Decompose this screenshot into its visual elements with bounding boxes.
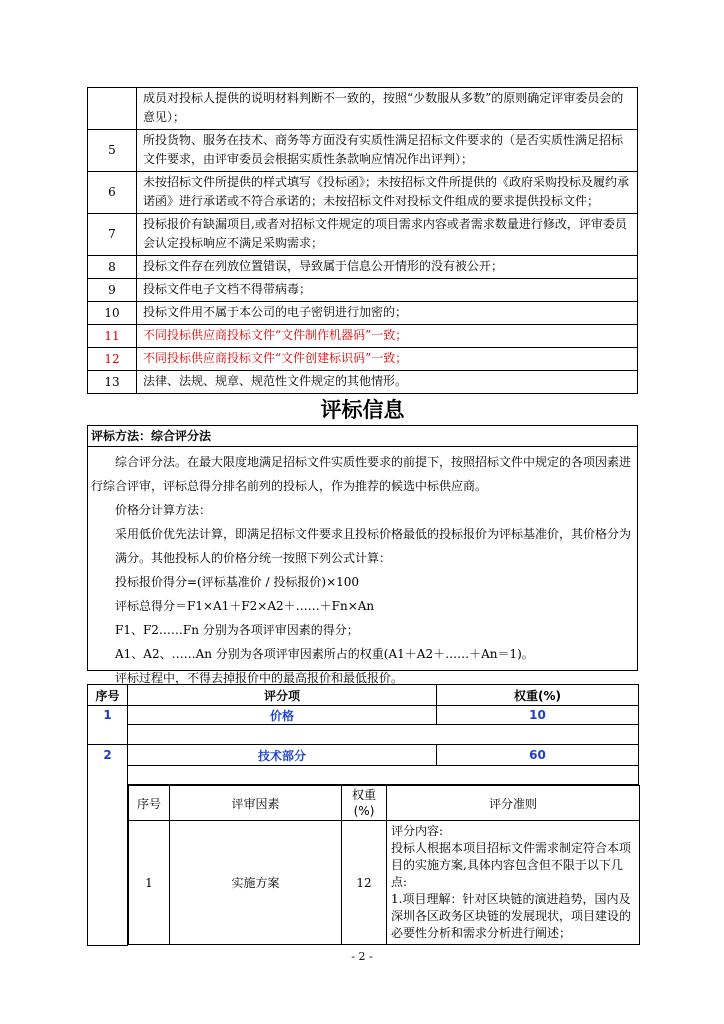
criteria-text: 投标报价有缺漏项目,或者对招标文件规定的项目需求内容或者需求数量进行修改，评审委员会认定投标响应不满足采购需求； bbox=[137, 214, 638, 256]
inner-row-num: 1 bbox=[129, 821, 170, 945]
criteria-text: 投标文件存在列放位置错误，导致属于信息公开情形的没有被公开； bbox=[137, 256, 638, 279]
price-description: 采用低价优先法计算，即满足招标文件要求且投标价格最低的投标报价为评标基准价，其价格分为满分。其他投标人的价格分统一按照下列公式计算： bbox=[115, 527, 632, 565]
criteria-row bbox=[88, 88, 638, 130]
evaluation-method-box bbox=[87, 425, 638, 685]
inner-row-rule: 评分内容: 投标人根据本项目招标文件需求制定符合本项目的实施方案,具体内容包含但不限于以下几点: 1.项目理解：针对区块链的演进趋势，国内及深圳各区政务区块链的发展现状，项目建设的必要性分析和需求分析进行阐述； bbox=[387, 821, 640, 945]
criteria-number: 11 bbox=[88, 325, 137, 348]
criteria-text: 投标文件用不属于本公司的电子密钥进行加密的； bbox=[137, 302, 638, 325]
inner-header-num: 序号 bbox=[129, 786, 170, 821]
criteria-number: 8 bbox=[88, 256, 137, 279]
price-label: 价格分计算方法： bbox=[115, 503, 212, 517]
score-row-weight: 60 bbox=[437, 745, 639, 766]
criteria-text: 不同投标供应商投标文件“文件制作机器码”一致； bbox=[137, 325, 638, 348]
inner-header-weight: 权重(%) bbox=[342, 786, 387, 821]
inner-header-rule: 评分准则 bbox=[387, 786, 640, 821]
score-row-spacer bbox=[128, 725, 639, 745]
method-heading: 评标方法：综合评分法 bbox=[88, 426, 637, 447]
score-header-item: 评分项 bbox=[128, 685, 437, 706]
criteria-number: 10 bbox=[88, 302, 137, 325]
criteria-row bbox=[88, 130, 638, 172]
criteria-number: 7 bbox=[88, 214, 137, 256]
criteria-number bbox=[88, 88, 137, 130]
criteria-row bbox=[88, 172, 638, 214]
score-row-weight: 10 bbox=[437, 706, 639, 725]
technical-subtable bbox=[128, 785, 640, 945]
criteria-number: 6 bbox=[88, 172, 137, 214]
formula-price: 投标报价得分=(评标基准价 / 投标报价)×100 bbox=[115, 575, 360, 589]
rejection-criteria-table bbox=[87, 87, 638, 394]
criteria-number: 9 bbox=[88, 279, 137, 302]
score-row-num: 1 bbox=[88, 706, 128, 745]
inner-header-factor: 评审因素 bbox=[170, 786, 342, 821]
criteria-row bbox=[88, 348, 638, 371]
criteria-row bbox=[88, 302, 638, 325]
score-row-item: 价格 bbox=[128, 706, 437, 725]
page-number: - 2 - bbox=[351, 950, 373, 963]
score-row-spacer bbox=[128, 766, 639, 785]
method-intro: 综合评分法。在最大限度地满足招标文件实质性要求的前提下，按照招标文件中规定的各项因素进行综合评审，评标总得分排名前列的投标人，作为推荐的候选中标供应商。 bbox=[91, 455, 632, 493]
method-note: 评标过程中，不得去掉报价中的最高报价和最低报价。 bbox=[115, 671, 404, 685]
scoring-table bbox=[87, 684, 639, 946]
score-header-num: 序号 bbox=[88, 685, 128, 706]
criteria-text: 成员对投标人提供的说明材料判断不一致的，按照“少数服从多数”的原则确定评审委员会的意见）； bbox=[137, 88, 638, 130]
inner-row-weight: 12 bbox=[342, 821, 387, 945]
criteria-text: 法律、法规、规章、规范性文件规定的其他情形。 bbox=[137, 371, 638, 394]
criteria-row bbox=[88, 256, 638, 279]
score-row-num: 2 bbox=[88, 745, 128, 946]
criteria-row bbox=[88, 279, 638, 302]
formula-total: 评标总得分＝F1×A1＋F2×A2＋……＋Fn×An bbox=[115, 599, 375, 613]
criteria-text: 所投货物、服务在技术、商务等方面没有实质性满足招标文件要求的（是否实质性满足招标文件要求，由评审委员会根据实质性条款响应情况作出评判）； bbox=[137, 130, 638, 172]
criteria-row bbox=[88, 325, 638, 348]
score-header-weight: 权重(%) bbox=[437, 685, 639, 706]
page-content bbox=[87, 87, 638, 946]
criteria-number: 12 bbox=[88, 348, 137, 371]
inner-row-factor: 实施方案 bbox=[170, 821, 342, 945]
criteria-row bbox=[88, 214, 638, 256]
criteria-text: 不同投标供应商投标文件“文件创建标识码”一致； bbox=[137, 348, 638, 371]
criteria-number: 5 bbox=[88, 130, 137, 172]
formula-factors: F1、F2……Fn 分别为各项评审因素的得分； bbox=[115, 623, 359, 637]
score-row-item: 技术部分 bbox=[128, 745, 437, 766]
section-title: 评标信息 bbox=[320, 398, 405, 422]
criteria-number: 13 bbox=[88, 371, 137, 394]
formula-weights: A1、A2、……An 分别为各项评审因素所占的权重(A1＋A2＋……＋An＝1)。 bbox=[115, 647, 534, 661]
criteria-text: 未按招标文件所提供的样式填写《投标函》；未按招标文件所提供的《政府采购投标及履约承诺函》进行承诺或不符合承诺的；未按招标文件对投标文件组成的要求提供投标文件； bbox=[137, 172, 638, 214]
criteria-row bbox=[88, 371, 638, 394]
criteria-text: 投标文件电子文档不得带病毒； bbox=[137, 279, 638, 302]
